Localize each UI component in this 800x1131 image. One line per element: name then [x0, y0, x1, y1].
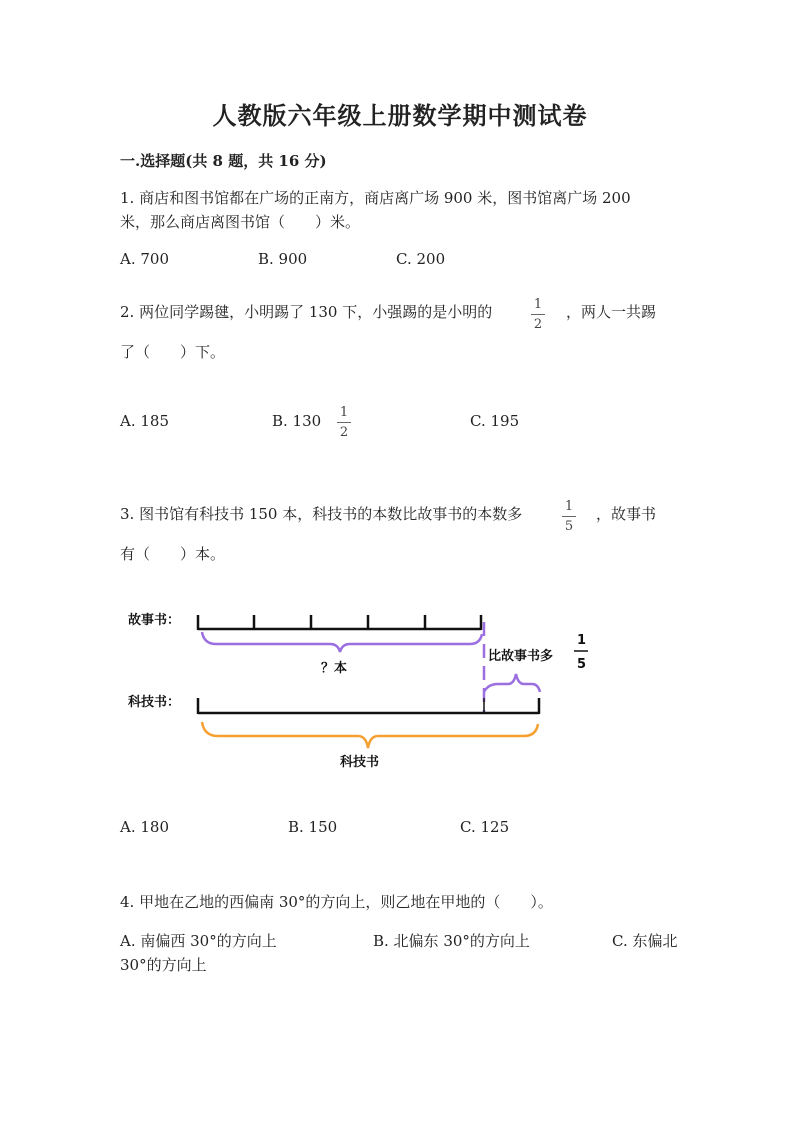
science-total-label: 科技书 — [340, 755, 380, 770]
q4-option-c: C. 东偏北 — [612, 932, 678, 950]
compare-label: 比故事书多 — [488, 649, 554, 664]
q2-optb-frac-numerator: 1 — [339, 405, 349, 420]
fraction-bar — [337, 422, 351, 423]
science-book-label: 科技书： — [128, 695, 181, 710]
q1-option-b: B. 900 — [258, 250, 308, 268]
q3-text-line2: 有（ ）本。 — [120, 545, 226, 563]
q3-frac-denominator: 5 — [564, 519, 574, 534]
q4-option-a: A. 南偏西 30°的方向上 — [120, 932, 277, 950]
q3-option-b: B. 150 — [288, 818, 338, 836]
q2-text-line1b: ，两人一共踢 — [566, 303, 657, 321]
line-segment-diagram — [118, 600, 598, 784]
q3-frac-numerator: 1 — [564, 499, 574, 514]
q2-frac-denominator: 2 — [533, 317, 543, 332]
story-book-label: 故事书： — [128, 613, 181, 628]
unknown-count-label: ？本 — [321, 661, 348, 676]
q2-option-a: A. 185 — [120, 412, 169, 430]
q3-fraction — [561, 499, 577, 534]
q1-option-c: C. 200 — [396, 250, 446, 268]
extra-brace — [484, 674, 540, 692]
q2-optb-frac-denominator: 2 — [339, 425, 349, 440]
q1-text-line2: 米，那么商店离图书馆（ ）米。 — [120, 213, 361, 231]
q2-option-b-fraction — [336, 405, 352, 440]
q4-text-line1: 4. 甲地在乙地的西偏南 30°的方向上，则乙地在甲地的（ ）。 — [120, 893, 553, 911]
q4-option-b: B. 北偏东 30°的方向上 — [373, 932, 530, 950]
science-brace — [202, 722, 538, 748]
q2-option-c: C. 195 — [470, 412, 520, 430]
q3-option-a: A. 180 — [120, 818, 169, 836]
q2-frac-numerator: 1 — [533, 297, 543, 312]
q2-fraction — [530, 297, 546, 332]
q3-option-c: C. 125 — [460, 818, 510, 836]
fraction-bar — [562, 516, 576, 517]
compare-frac-denominator: 5 — [577, 657, 587, 672]
fraction-bar — [531, 314, 545, 315]
page-title: 人教版六年级上册数学期中测试卷 — [212, 101, 588, 130]
compare-frac-numerator: 1 — [577, 633, 587, 648]
q2-text-line1a: 2. 两位同学踢毽，小明踢了 130 下，小强踢的是小明的 — [120, 303, 493, 321]
diagram-svg — [118, 600, 598, 780]
q2-option-b: B. 130 — [272, 412, 322, 430]
q1-text-line1: 1. 商店和图书馆都在广场的正南方，商店离广场 900 米，图书馆离广场 200 — [120, 189, 631, 207]
q3-text-line1b: ，故事书 — [596, 505, 657, 523]
q1-option-a: A. 700 — [120, 250, 169, 268]
q3-text-line1a: 3. 图书馆有科技书 150 本，科技书的本数比故事书的本数多 — [120, 505, 523, 523]
q4-option-c-continued: 30°的方向上 — [120, 956, 207, 974]
story-brace — [202, 632, 482, 652]
section-heading: 一.选择题(共 8 题，共 16 分) — [120, 152, 327, 170]
q2-text-line2: 了（ ）下。 — [120, 343, 226, 361]
